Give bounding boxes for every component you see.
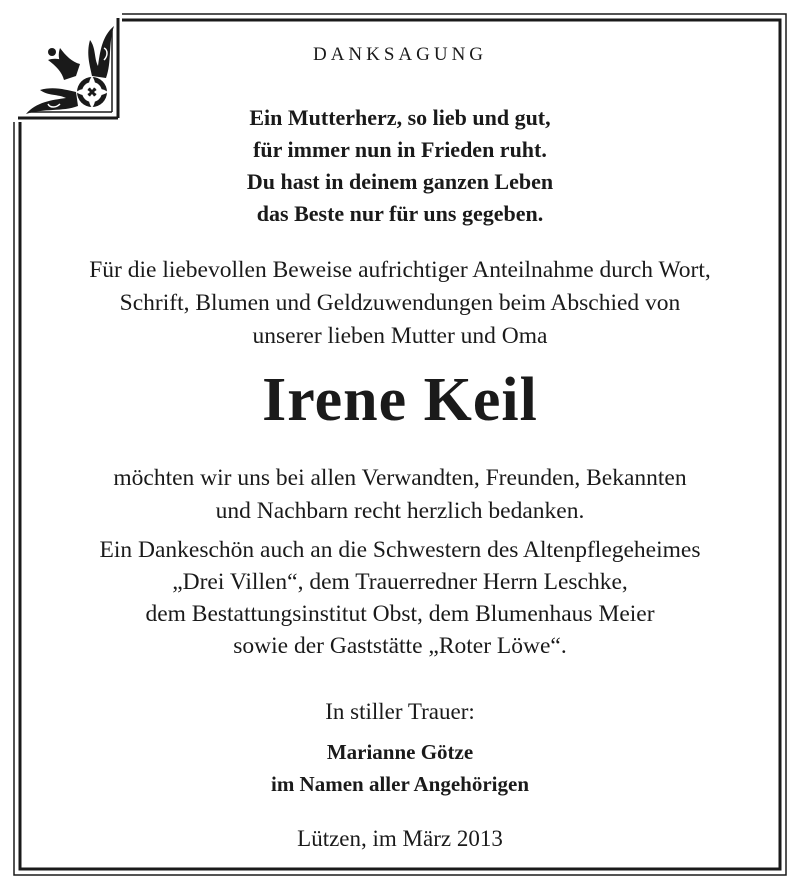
thanks-line: möchten wir uns bei allen Verwandten, Freunden, Bekannten — [113, 465, 687, 491]
intro-line: Schrift, Blumen und Geldzuwendungen beim Abschied von — [119, 290, 681, 316]
poem-line: für immer nun in Frieden ruht. — [253, 137, 547, 162]
deceased-name: Irene Keil — [262, 366, 538, 434]
signers-block — [0, 736, 800, 800]
extra-thanks-line: sowie der Gaststätte „Roter Löwe“. — [233, 633, 567, 659]
thanks-line: und Nachbarn recht herzlich bedanken. — [215, 498, 585, 524]
extra-thanks-line: Ein Dankeschön auch an die Schwestern des Altenpflegeheimes — [99, 537, 701, 563]
place-date: Lützen, im März 2013 — [297, 826, 503, 851]
intro-paragraph — [0, 254, 800, 353]
signer-name: Marianne Götze — [326, 740, 474, 764]
extra-thanks-paragraph — [0, 534, 800, 662]
intro-line: unserer lieben Mutter und Oma — [252, 323, 548, 349]
poem-line: das Beste nur für uns gegeben. — [256, 201, 544, 226]
poem-line: Du hast in deinem ganzen Leben — [246, 169, 554, 194]
thanks-paragraph — [0, 462, 800, 528]
extra-thanks-line: „Drei Villen“, dem Trauerredner Herrn Leschke, — [172, 569, 628, 595]
extra-thanks-line: dem Bestattungsinstitut Obst, dem Blumenhaus Meier — [145, 601, 655, 627]
notice-heading: DANKSAGUNG — [312, 44, 488, 65]
poem-verse — [0, 102, 800, 230]
mourning-line: In stiller Trauer: — [325, 699, 475, 724]
intro-line: Für die liebevollen Beweise aufrichtiger Anteilnahme durch Wort, — [89, 257, 711, 283]
signer-note: im Namen aller Angehörigen — [270, 772, 529, 796]
poem-line: Ein Mutterherz, so lieb und gut, — [249, 105, 551, 130]
